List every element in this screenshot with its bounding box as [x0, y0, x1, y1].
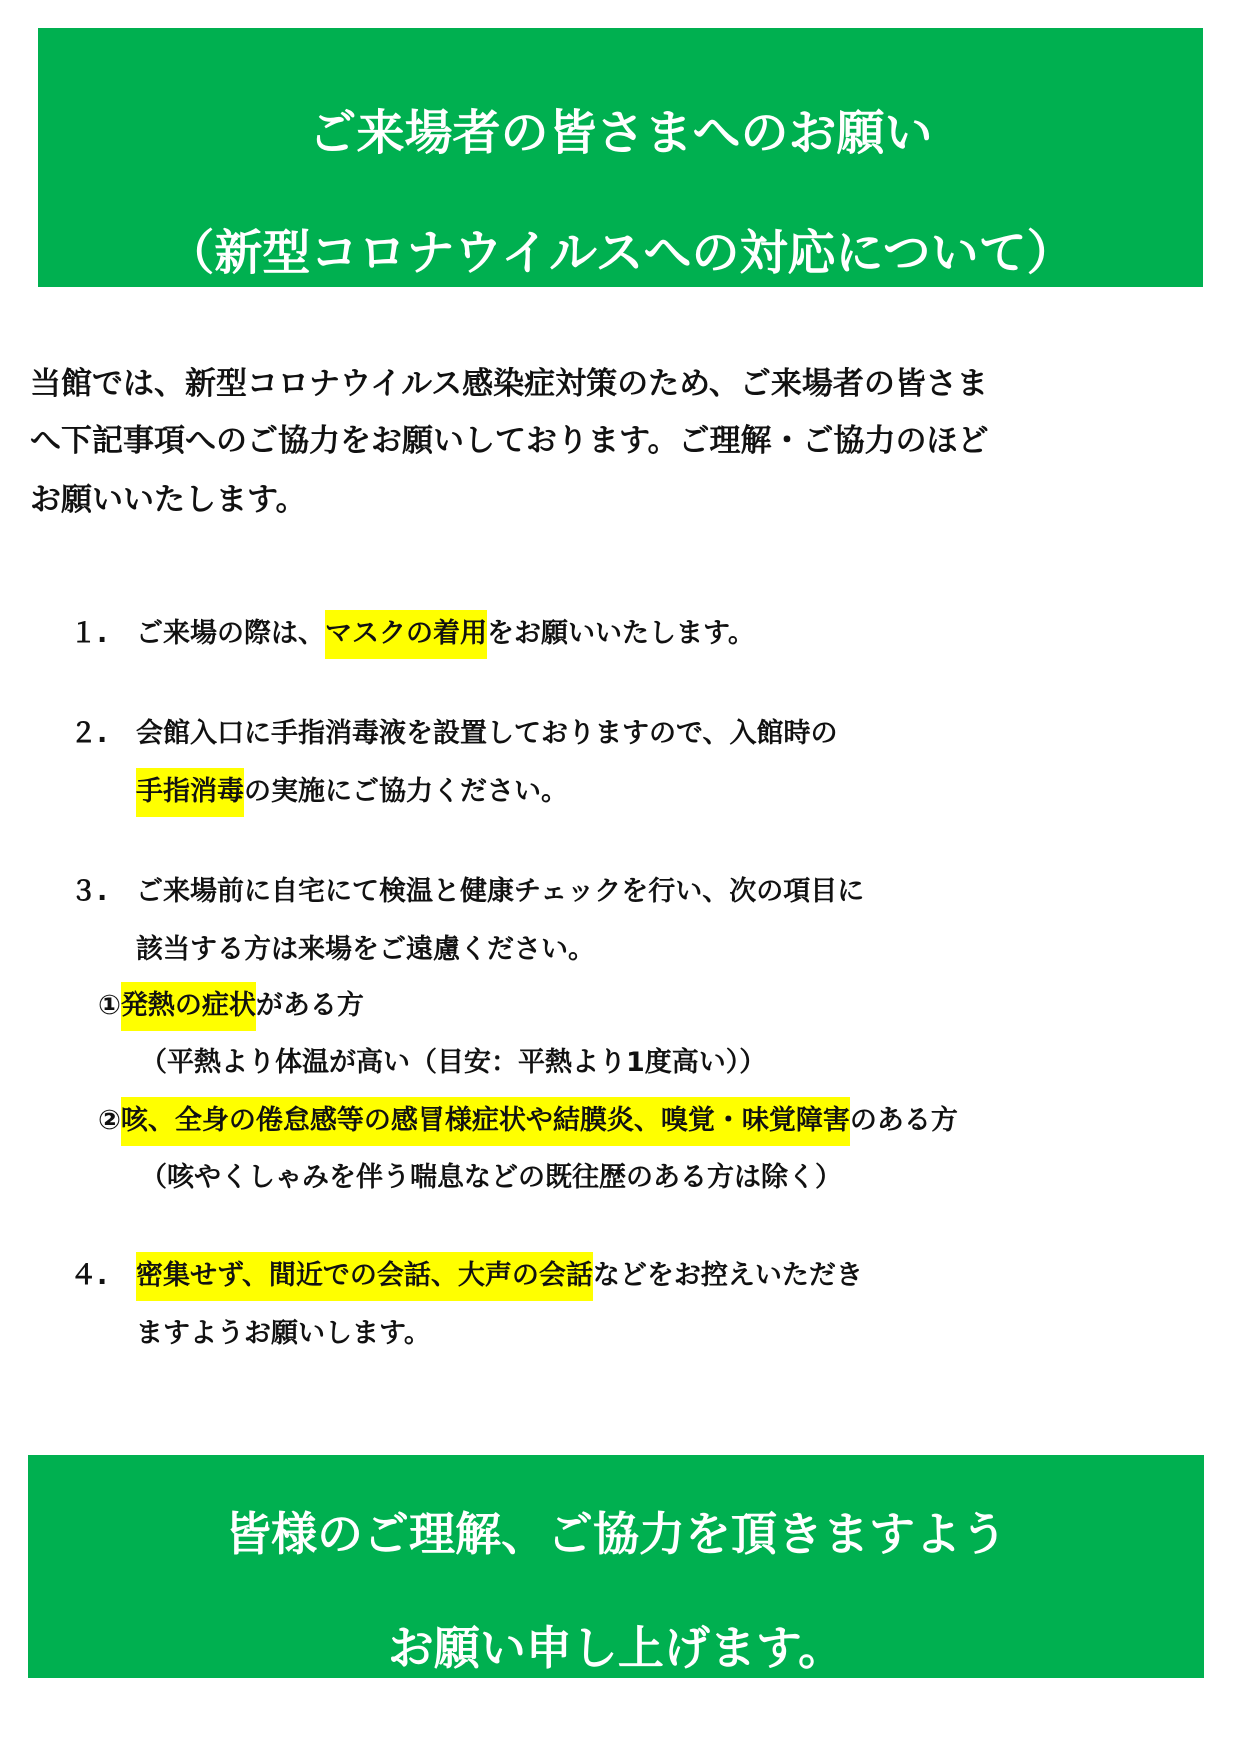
- item-4-highlight: 密集せず、間近での会話、大声の会話: [136, 1252, 593, 1301]
- item-3-line1: ご来場前に自宅にて検温と健康チェックを行い、次の項目に: [136, 876, 865, 907]
- item-4-line1: [136, 1262, 863, 1289]
- item-1-highlight: マスクの着用: [325, 610, 487, 659]
- intro-line: へ下記事項へのご協力をお願いしております。ご理解・ご協力のほど: [30, 423, 989, 459]
- sub1-post: がある方: [255, 990, 364, 1021]
- footer-line: 皆様のご理解、ご協力を頂きますよう: [225, 1507, 1007, 1561]
- item-2-post: の実施にご協力ください。: [244, 776, 568, 807]
- item-number: ２.: [70, 718, 108, 749]
- item-1-pre: ご来場の際は、: [136, 618, 325, 649]
- item-2-highlight: 手指消毒: [136, 768, 244, 817]
- sub1-highlight: 発熱の症状: [121, 982, 256, 1031]
- header-title: ご来場者の皆さまへのお願い: [308, 105, 933, 161]
- item-number: ３.: [70, 876, 108, 907]
- item-4-line2: ますようお願いします。: [136, 1318, 431, 1349]
- item-number: １.: [70, 618, 108, 649]
- sub1-marker: ①: [98, 990, 121, 1021]
- item-1-text: [136, 620, 755, 647]
- sub2-marker: ②: [98, 1105, 121, 1136]
- item-3-sub1-note: （平熱より体温が高い（目安：平熱より1度高い））: [140, 1047, 767, 1078]
- item-number: ４.: [70, 1260, 108, 1291]
- item-2-line2: [136, 778, 568, 805]
- item-3-sub2: [98, 1107, 958, 1134]
- item-3-sub1: [98, 992, 364, 1019]
- item-2-line1: 会館入口に手指消毒液を設置しておりますので、入館時の: [136, 718, 838, 749]
- sub2-post: のある方: [849, 1105, 958, 1136]
- sub2-highlight: 咳、全身の倦怠感等の感冒様症状や結膜炎、嗅覚・味覚障害: [121, 1097, 850, 1146]
- item-4-post: などをお控えいただき: [592, 1260, 863, 1291]
- footer-line: お願い申し上げます。: [387, 1621, 845, 1675]
- item-3-line2: 該当する方は来場をご遠慮ください。: [136, 934, 595, 965]
- item-1-post: をお願いいたします。: [487, 618, 755, 649]
- footer-banner: [28, 1455, 1204, 1678]
- intro-line: お願いいたします。: [30, 482, 307, 518]
- header-banner: [38, 28, 1203, 287]
- item-3-sub2-note: （咳やくしゃみを伴う喘息などの既往歴のある方は除く）: [140, 1162, 842, 1193]
- intro-line: 当館では、新型コロナウイルス感染症対策のため、ご来場者の皆さま: [30, 366, 988, 402]
- header-subtitle: （新型コロナウイルスへの対応について）: [166, 225, 1075, 281]
